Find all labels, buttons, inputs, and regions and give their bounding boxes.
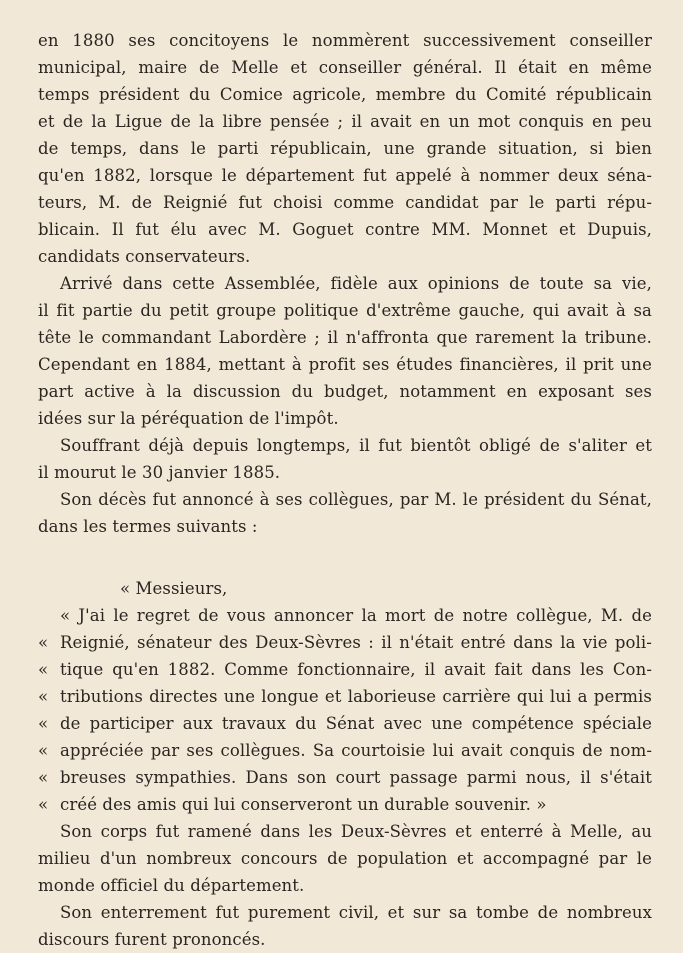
quote-line [38, 737, 652, 764]
paragraph-career [38, 27, 652, 270]
text-line: milieu d'un nombreux concours de population et accompagné par le [38, 849, 652, 868]
text-line: Son enterrement fut purement civil, et sur sa tombe de nombreux [60, 903, 652, 922]
quote-salutation: « Messieurs, [120, 579, 228, 598]
text-line: tête le commandant Labordère ; il n'affronta que rarement la tribune. [38, 328, 652, 347]
spacer [38, 540, 652, 575]
paragraph-burial [38, 818, 652, 899]
text-line: Son décès fut annoncé à ses collègues, par M. le président du Sénat, [60, 490, 652, 509]
text-line: qu'en 1882, lorsque le département fut appelé à nommer deux séna- [38, 166, 652, 185]
quote-line [38, 764, 652, 791]
text-line: temps président du Comice agricole, membre du Comité républicain [38, 85, 652, 104]
quote-text: appréciée par ses collègues. Sa courtoisie lui avait conquis de nom- [60, 741, 652, 760]
text-line: municipal, maire de Melle et conseiller général. Il était en même [38, 58, 652, 77]
quote-text: tique qu'en 1882. Comme fonctionnaire, il avait fait dans les Con- [60, 660, 652, 679]
quote-text: breuses sympathies. Dans son court passage parmi nous, il s'était [60, 768, 652, 787]
text-line: monde officiel du département. [38, 876, 305, 895]
text-line: candidats conservateurs. [38, 247, 251, 266]
text-line: idées sur la péréquation de l'impôt. [38, 409, 339, 428]
text-line: de temps, dans le parti républicain, une grande situation, si bien [38, 139, 652, 158]
quote-mark: « [38, 795, 49, 814]
text-line: Arrivé dans cette Assemblée, fidèle aux opinions de toute sa vie, [60, 274, 652, 293]
text-line: Cependant en 1884, mettant à profit ses études financières, il prit une [38, 355, 652, 374]
paragraph-senate [38, 270, 652, 432]
quote-mark: « [38, 660, 49, 679]
text-line: en 1880 ses concitoyens le nommèrent successivement conseiller [38, 31, 652, 50]
text-line: et de la Ligue de la libre pensée ; il avait en un mot conquis en peu [38, 112, 652, 131]
text-line: blicain. Il fut élu avec M. Goguet contre MM. Monnet et Dupuis, [38, 220, 652, 239]
paragraph-funeral [38, 899, 652, 953]
quote-line [38, 710, 652, 737]
quote-text: Reignié, sénateur des Deux-Sèvres : il n'était entré dans la vie poli- [60, 633, 652, 652]
quote-line [38, 683, 652, 710]
quote-mark: « [38, 741, 49, 760]
paragraph-announcement [38, 486, 652, 540]
quote-mark: « [38, 714, 49, 733]
text-line: part active à la discussion du budget, notamment en exposant ses [38, 382, 652, 401]
quote-line [38, 629, 652, 656]
quote-line: « J'ai le regret de vous annoncer la mort de notre collègue, M. de [60, 606, 652, 625]
quote-mark: « [38, 687, 49, 706]
text-line: teurs, M. de Reignié fut choisi comme candidat par le parti répu- [38, 193, 652, 212]
text-line: Son corps fut ramené dans les Deux-Sèvres et enterré à Melle, au [60, 822, 652, 841]
quote-mark: « [38, 633, 49, 652]
text-line: il fit partie du petit groupe politique d'extrême gauche, qui avait à sa [38, 301, 652, 320]
quote-line [38, 656, 652, 683]
text-line: discours furent prononcés. [38, 930, 266, 949]
text-line: il mourut le 30 janvier 1885. [38, 463, 281, 482]
quote-line [38, 791, 652, 818]
quote-text: créé des amis qui lui conserveront un durable souvenir. » [60, 795, 547, 814]
quote-text: tributions directes une longue et laborieuse carrière qui lui a permis [60, 687, 652, 706]
quote-text: de participer aux travaux du Sénat avec une compétence spéciale [60, 714, 652, 733]
quoted-speech [38, 575, 652, 818]
paragraph-death [38, 432, 652, 486]
quote-mark: « [38, 768, 49, 787]
text-line: Souffrant déjà depuis longtemps, il fut bientôt obligé de s'aliter et [60, 436, 652, 455]
text-line: dans les termes suivants : [38, 517, 258, 536]
